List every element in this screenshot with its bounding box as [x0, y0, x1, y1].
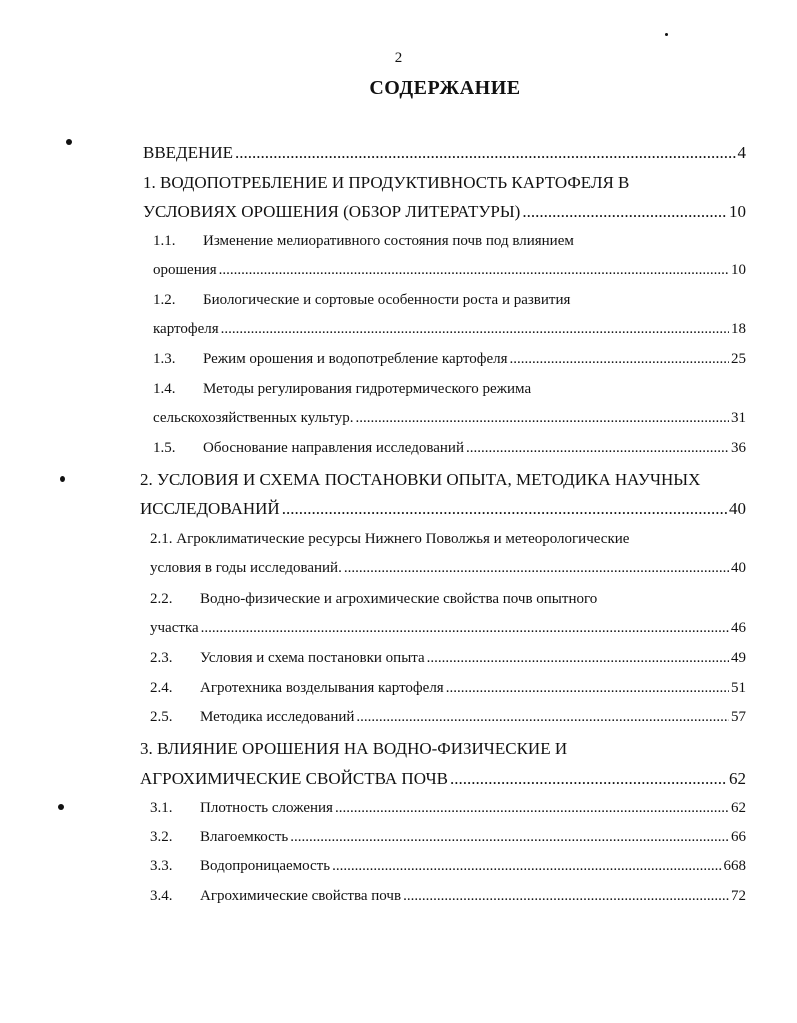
page-title: СОДЕРЖАНИЕ — [369, 77, 521, 99]
page-number: 2 — [394, 50, 403, 66]
scan-speck — [60, 476, 65, 482]
toc-entry-1-1-cont[interactable]: орошения ..... 10 — [153, 262, 746, 279]
scan-speck — [58, 804, 64, 810]
toc-entry-3-4[interactable]: 3.4. Агрохимические свойства почв ..... 72 — [150, 888, 746, 905]
toc-entry-chapter-2-cont[interactable]: ИССЛЕДОВАНИЙ ..... 40 — [140, 499, 746, 519]
toc-entry-3-2[interactable]: 3.2. Влагоемкость ..... 66 — [150, 829, 746, 846]
toc-entry-1-4-cont[interactable]: сельскохозяйственных культур. ..... 31 — [153, 410, 746, 427]
toc-entry-1-2-cont[interactable]: картофеля ..... 18 — [153, 321, 746, 338]
toc-entry-2-2-cont[interactable]: участка ..... 46 — [150, 620, 746, 637]
toc-entry-chapter-1-cont[interactable]: УСЛОВИЯХ ОРОШЕНИЯ (ОБЗОР ЛИТЕРАТУРЫ) ..... 10 — [143, 202, 746, 222]
toc-entry-2-4[interactable]: 2.4. Агротехника возделывания картофеля ..... 51 — [150, 680, 746, 697]
toc-entry-1-4[interactable]: 1.4. Методы регулирования гидротермического режима — [153, 381, 532, 397]
toc-entry-2-1-cont[interactable]: условия в годы исследований. ..... 40 — [150, 560, 746, 577]
toc-entry-2-2[interactable]: 2.2. Водно-физические и агрохимические свойства почв опытного — [150, 591, 598, 607]
toc-entry-2-5[interactable]: 2.5. Методика исследований ..... 57 — [150, 709, 746, 726]
toc-entry-chapter-3-cont[interactable]: АГРОХИМИЧЕСКИЕ СВОЙСТВА ПОЧВ ..... 62 — [140, 769, 746, 789]
toc-entry-3-1[interactable]: 3.1. Плотность сложения ..... 62 — [150, 800, 746, 817]
toc-entry-1-3[interactable]: 1.3. Режим орошения и водопотребление картофеля ..... 25 — [153, 351, 746, 368]
toc-entry-3-3[interactable]: 3.3. Водопроницаемость ..... 668 — [150, 858, 746, 875]
toc-entry-2-3[interactable]: 2.3. Условия и схема постановки опыта ..... 49 — [150, 650, 746, 667]
toc-entry-1-1[interactable]: 1.1. Изменение мелиоративного состояния почв под влиянием — [153, 233, 574, 249]
toc-entry-1-5[interactable]: 1.5. Обоснование направления исследований ..... 36 — [153, 440, 746, 457]
toc-entry-introduction[interactable]: ВВЕДЕНИЕ ..... 4 — [143, 143, 746, 163]
toc-entry-2-1[interactable]: 2.1. Агроклиматические ресурсы Нижнего Поволжья и метеорологические — [150, 531, 630, 547]
toc-entry-chapter-1[interactable]: 1. ВОДОПОТРЕБЛЕНИЕ И ПРОДУКТИВНОСТЬ КАРТОФЕЛЯ В — [143, 173, 630, 192]
scan-speck — [66, 139, 72, 145]
toc-entry-1-2[interactable]: 1.2. Биологические и сортовые особенности роста и развития — [153, 292, 571, 308]
toc-entry-chapter-2[interactable]: 2. УСЛОВИЯ И СХЕМА ПОСТАНОВКИ ОПЫТА, МЕТОДИКА НАУЧНЫХ — [140, 470, 701, 489]
scan-speck — [665, 33, 668, 36]
toc-entry-chapter-3[interactable]: 3. ВЛИЯНИЕ ОРОШЕНИЯ НА ВОДНО-ФИЗИЧЕСКИЕ И — [140, 739, 568, 758]
